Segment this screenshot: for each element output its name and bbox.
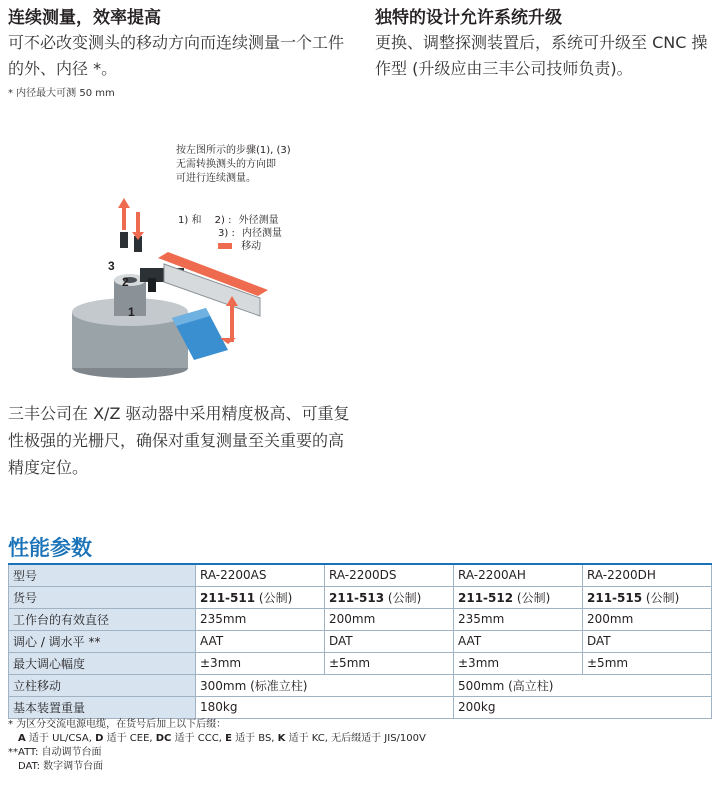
spec-cell: 500mm (高立柱): [454, 674, 712, 696]
spec-cell: DAT: [583, 630, 712, 652]
feature-body: 可不必改变测头的移动方向而连续测量一个工件的外、内径 *。: [8, 33, 345, 78]
footnotes: [8, 718, 426, 774]
spec-label: 立柱移动: [9, 674, 196, 696]
legend-move: 移动: [178, 240, 282, 253]
spec-row: [9, 652, 712, 674]
spec-cell: ±5mm: [583, 652, 712, 674]
spec-cell: 211-512 (公制): [454, 586, 583, 608]
step-number-1: 1: [128, 305, 135, 319]
legend-outer: 1) 和 2) : 外径测量: [178, 215, 279, 226]
feature-note: * 内径最大可测 50 mm: [8, 88, 115, 99]
spec-label: 最大调心幅度: [9, 652, 196, 674]
step-number-3: 3: [108, 259, 115, 273]
spec-cell: 211-511 (公制): [196, 586, 325, 608]
figure-caption: 按左图所示的步骤(1), (3) 无需转换测头的方向即 可进行连续测量。: [176, 145, 291, 184]
legend-inner: 3) : 内径测量: [218, 228, 282, 239]
spec-label: 调心 / 调水平 **: [9, 630, 196, 652]
spec-label: 基本装置重量: [9, 696, 196, 718]
spec-cell: 211-515 (公制): [583, 586, 712, 608]
feature-continuous-measurement: [8, 6, 353, 99]
note-aat: **ATT: 自动调节台面: [8, 747, 102, 758]
note-1: * 为区分交流电源电缆，在货号后加上以下后缀：: [8, 719, 227, 730]
spec-row: [9, 608, 712, 630]
spec-cell: 180kg: [196, 696, 454, 718]
feature-body: 更换、调整探测装置后，系统可升级至 CNC 操作型 (升级应由三丰公司技师负责)。: [375, 33, 708, 78]
spec-row: [9, 586, 712, 608]
spec-cell: AAT: [454, 630, 583, 652]
spec-row: [9, 630, 712, 652]
feature-upgrade: [375, 6, 715, 82]
spec-cell: AAT: [196, 630, 325, 652]
spec-cell: RA-2200DH: [583, 564, 712, 586]
spec-row: [9, 696, 712, 718]
spec-cell: ±3mm: [454, 652, 583, 674]
spec-table: [8, 563, 712, 719]
spec-cell: RA-2200AS: [196, 564, 325, 586]
spec-cell: RA-2200DS: [325, 564, 454, 586]
figure-legend: [178, 214, 282, 253]
spec-title: 性能参数: [8, 536, 92, 560]
spec-cell: DAT: [325, 630, 454, 652]
spec-cell: RA-2200AH: [454, 564, 583, 586]
spec-label: 工作台的有效直径: [9, 608, 196, 630]
feature-title: 连续测量，效率提高: [8, 8, 161, 28]
spec-cell: 200kg: [454, 696, 712, 718]
spec-cell: ±5mm: [325, 652, 454, 674]
note-suffixes: A 适于 UL/CSA, D 适于 CEE, DC 适于 CCC, E 适于 BS, K 适于 KC, 无后缀适于 JIS/100V: [18, 733, 426, 744]
probe-stylus: [148, 278, 156, 292]
spec-cell: 200mm: [325, 608, 454, 630]
spec-cell: 235mm: [454, 608, 583, 630]
spec-cell: 211-513 (公制): [325, 586, 454, 608]
spec-label: 货号: [9, 586, 196, 608]
step-number-2: 2: [122, 275, 129, 289]
probe-upper-left: [120, 232, 128, 248]
spec-cell: 300mm (标准立柱): [196, 674, 454, 696]
spec-row: [9, 674, 712, 696]
spec-cell: ±3mm: [196, 652, 325, 674]
note-dat: DAT: 数字调节台面: [18, 761, 104, 772]
paragraph-scale: 三丰公司在 X/Z 驱动器中采用精度极高、可重复性极强的光栅尺，确保对重复测量至关重要的高精度定位。: [8, 404, 350, 477]
spec-label: 型号: [9, 564, 196, 586]
measurement-illustration: [60, 140, 320, 380]
spec-cell: 235mm: [196, 608, 325, 630]
spec-cell: 200mm: [583, 608, 712, 630]
feature-title: 独特的设计允许系统升级: [375, 8, 562, 28]
spec-row: [9, 564, 712, 586]
arrow-icon: [218, 243, 232, 249]
